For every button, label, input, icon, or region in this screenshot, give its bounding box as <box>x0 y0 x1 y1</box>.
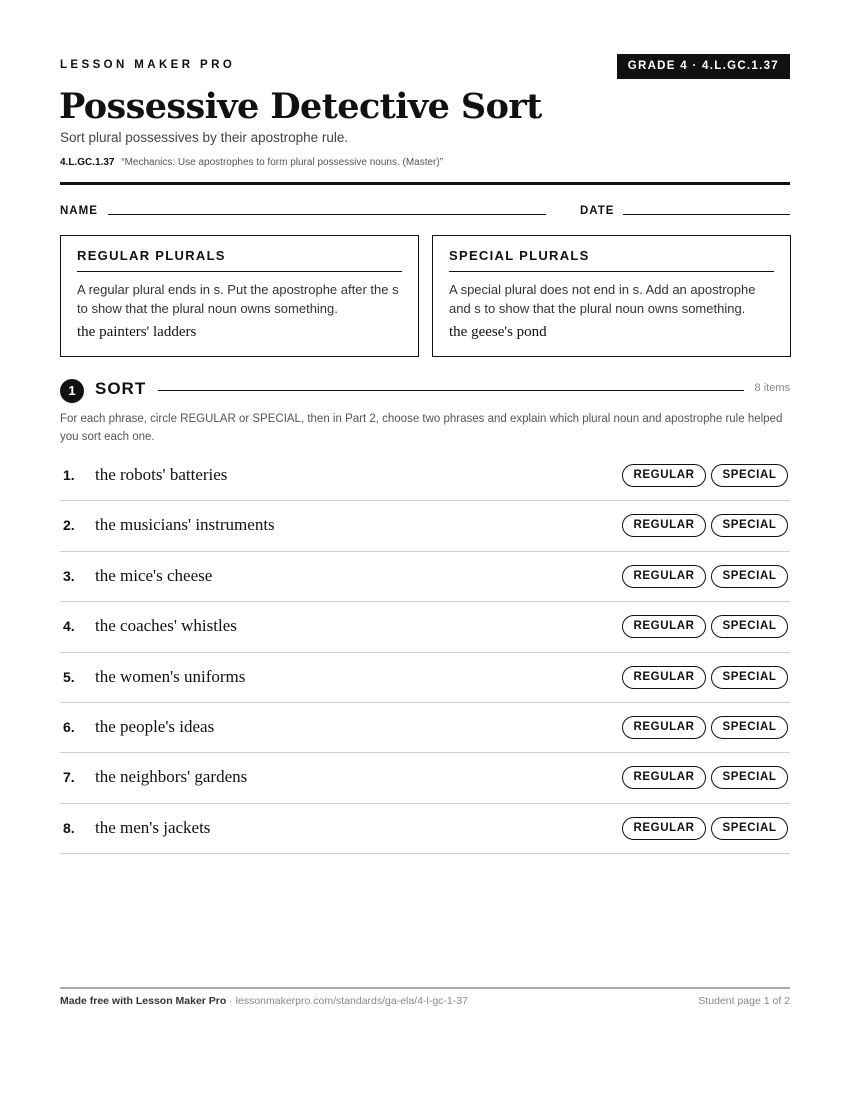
item-phrase: the coaches' whistles <box>95 616 237 636</box>
special-option[interactable]: SPECIAL <box>711 766 788 789</box>
special-option[interactable]: SPECIAL <box>711 514 788 537</box>
special-plurals-box <box>432 235 791 357</box>
special-option[interactable]: SPECIAL <box>711 615 788 638</box>
name-label: NAME <box>60 205 98 217</box>
item-phrase: the musicians' instruments <box>95 515 275 535</box>
special-plurals-title: SPECIAL PLURALS <box>449 248 774 272</box>
item-phrase: the robots' batteries <box>95 465 228 484</box>
sort-item <box>60 653 790 703</box>
standard-line <box>60 157 443 168</box>
sort-item <box>60 602 790 652</box>
regular-option[interactable]: REGULAR <box>622 615 706 638</box>
grade-badge: GRADE 4 · 4.L.GC.1.37 <box>617 54 790 79</box>
regular-option[interactable]: REGULAR <box>622 514 706 537</box>
name-field[interactable] <box>108 214 546 215</box>
footer-url[interactable]: · lessonmakerpro.com/standards/ga-ela/4-l-gc-1-37 <box>226 995 468 1007</box>
regular-plurals-box <box>60 235 419 357</box>
item-number: 3. <box>63 567 75 584</box>
header-divider <box>60 182 790 185</box>
item-number: 6. <box>63 718 75 735</box>
regular-option[interactable]: REGULAR <box>622 817 706 840</box>
standard-code: 4.L.GC.1.37 <box>60 157 115 168</box>
special-option[interactable]: SPECIAL <box>711 565 788 588</box>
special-option[interactable]: SPECIAL <box>711 817 788 840</box>
regular-option[interactable]: REGULAR <box>622 716 706 739</box>
date-field[interactable] <box>623 214 790 215</box>
item-number: 1. <box>63 467 75 483</box>
regular-option[interactable]: REGULAR <box>622 766 706 789</box>
sort-item-list <box>60 451 790 854</box>
standard-text: “Mechanics: Use apostrophes to form plural possessive nouns. (Master)” <box>121 157 444 168</box>
regular-plurals-example: the painters' ladders <box>77 324 197 340</box>
special-plurals-description: A special plural does not end in s. Add an apostrophe and s to show that the plural noun owns something. <box>449 282 756 316</box>
date-label: DATE <box>580 205 615 217</box>
section-number: 1 <box>60 379 84 403</box>
regular-option[interactable]: REGULAR <box>622 666 706 689</box>
item-phrase: the people's ideas <box>95 716 215 736</box>
section-divider <box>158 390 744 391</box>
special-option[interactable]: SPECIAL <box>711 716 788 739</box>
item-number: 4. <box>63 618 75 635</box>
brand-name: LESSON MAKER PRO <box>60 59 236 71</box>
regular-plurals-title: REGULAR PLURALS <box>77 248 402 272</box>
page-title: Possessive Detective Sort <box>59 86 542 127</box>
item-phrase: the women's uniforms <box>95 666 246 686</box>
sort-item <box>60 451 790 501</box>
special-option[interactable]: SPECIAL <box>711 666 788 689</box>
special-plurals-example: the geese's pond <box>449 324 547 340</box>
item-phrase: the neighbors' gardens <box>95 767 248 787</box>
sort-item <box>60 552 790 602</box>
item-number: 7. <box>63 769 75 786</box>
sort-item <box>60 804 790 854</box>
footer-divider <box>60 987 790 989</box>
section-title: SORT <box>95 379 147 398</box>
item-number: 2. <box>63 517 75 534</box>
sort-item <box>60 703 790 753</box>
sort-item <box>60 753 790 803</box>
item-number: 8. <box>63 819 75 836</box>
regular-option[interactable]: REGULAR <box>622 464 706 487</box>
item-phrase: the mice's cheese <box>95 565 213 585</box>
sort-item <box>60 501 790 551</box>
item-count: 8 items <box>754 382 790 394</box>
footer-credit <box>60 995 468 1007</box>
instructions: For each phrase, circle REGULAR or SPECIAL, then in Part 2, choose two phrases and explain which plural noun and apostrophe rule helped you sort each one. <box>60 413 783 443</box>
page-indicator: Student page 1 of 2 <box>698 995 790 1007</box>
regular-plurals-description: A regular plural ends in s. Put the apostrophe after the s to show that the plural noun owns something. <box>77 282 399 316</box>
item-phrase: the men's jackets <box>95 817 211 837</box>
item-number: 5. <box>63 668 75 685</box>
regular-option[interactable]: REGULAR <box>622 565 706 588</box>
page-subtitle: Sort plural possessives by their apostrophe rule. <box>60 130 349 145</box>
footer-made-with: Made free with Lesson Maker Pro <box>60 995 227 1007</box>
special-option[interactable]: SPECIAL <box>711 464 788 487</box>
